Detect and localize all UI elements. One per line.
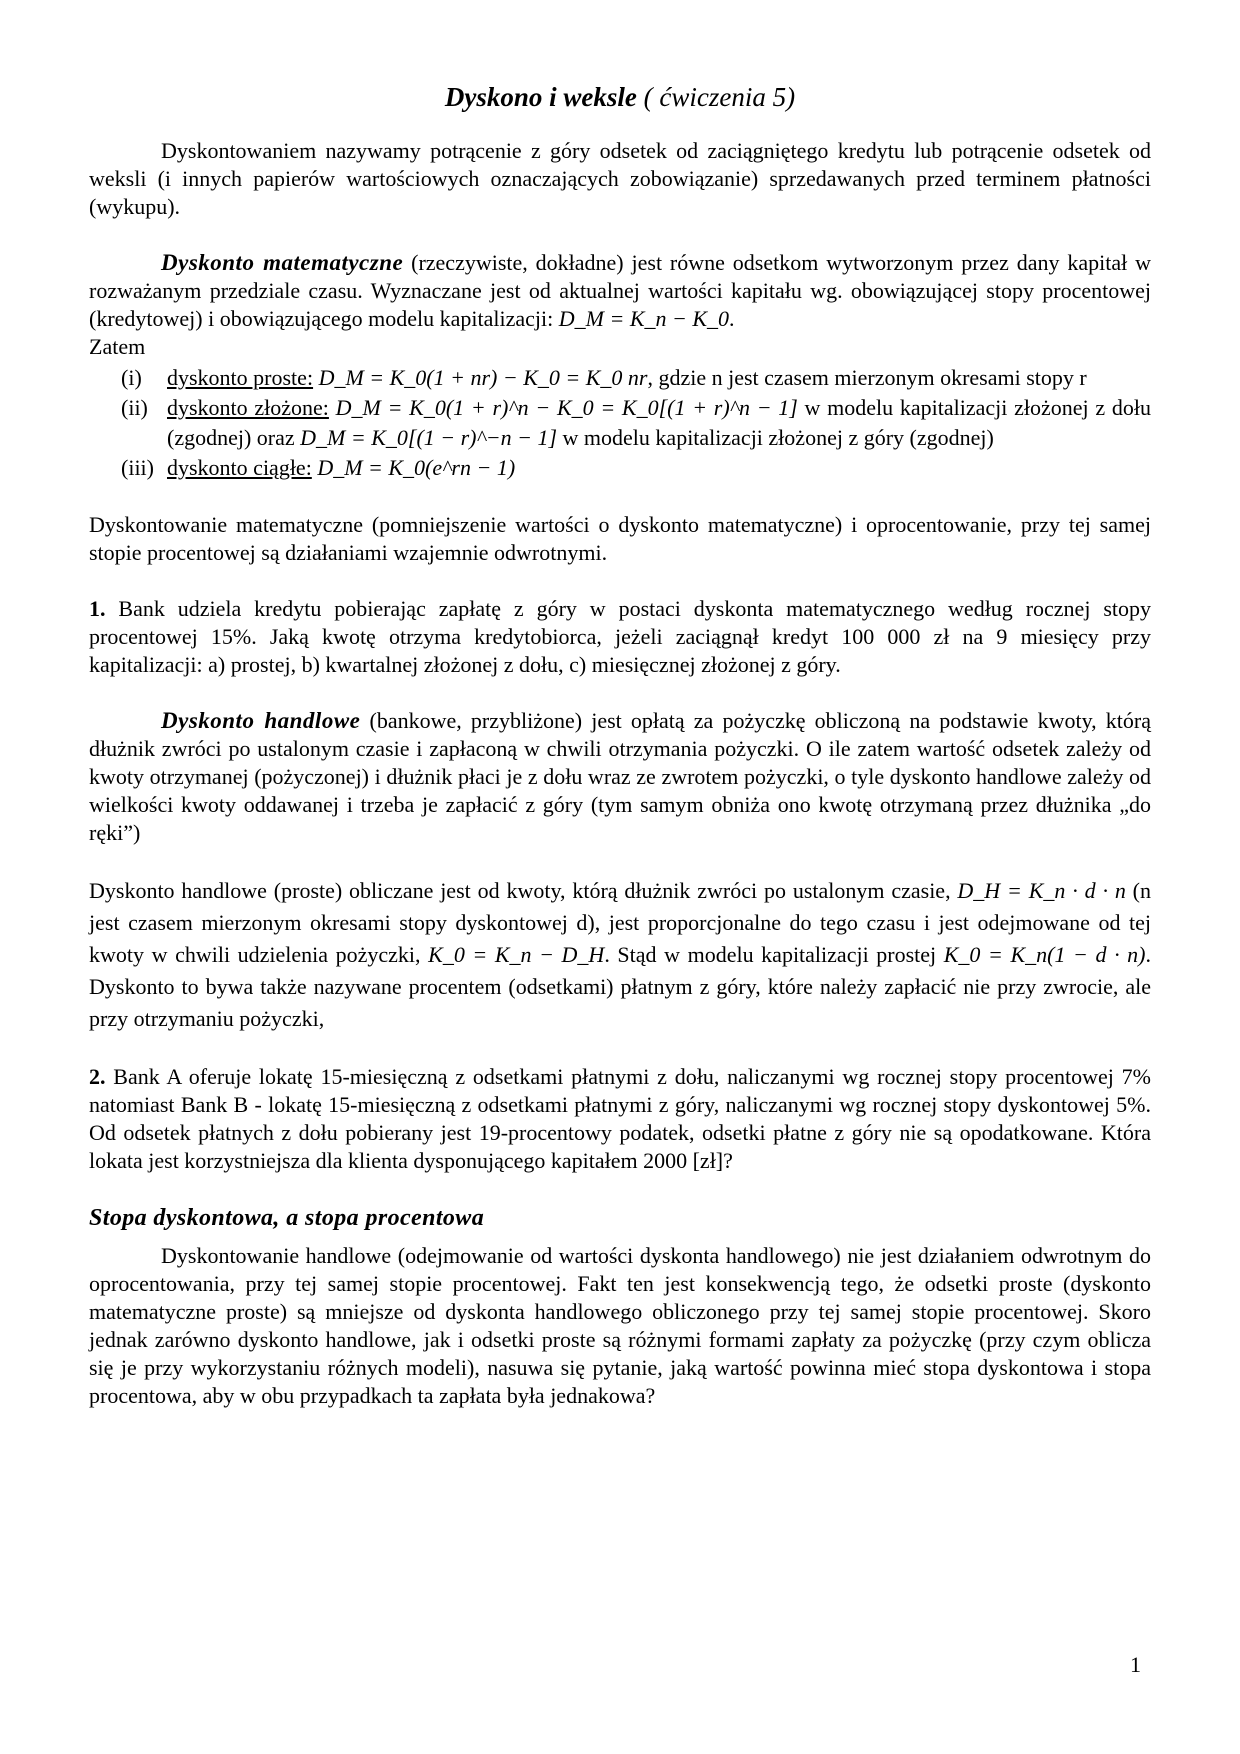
commercial-formula-1: D_H = K_n · d · n (957, 878, 1126, 903)
list-item-label: dyskonto złożone: (167, 395, 329, 420)
list-item-text: w modelu kapitalizacji złożonej z dołu (zgodnej) oraz (167, 395, 1151, 450)
inverse-note-paragraph: Dyskontowanie matematyczne (pomniejszenie wartości o dyskonto matematyczne) i oprocentowanie, przy tej samej stopie procentowej są działaniami wzajemnie odwrotnymi. (89, 512, 1151, 565)
list-item-number: (iii) (121, 455, 154, 480)
intro-paragraph: Dyskontowaniem nazywamy potrącenie z góry odsetek od zaciągniętego kredytu lub potrącenie odsetek od weksli (i innych papierów wartościowych oznaczających zobowiązanie) sprzedawanych przed terminem płatności (wykupu). (89, 138, 1151, 219)
commercial-text-2: (n jest czasem mierzonym okresami stopy dyskontowej d), jest proporcjonalne do tego czasu i jest odejmowane od tej kwoty w chwili udzielenia pożyczki, (89, 878, 1152, 967)
list-item-text: , gdzie n jest czasem mierzonym okresami stopy r (647, 365, 1087, 390)
list-item (89, 363, 1151, 393)
list-item-formula-2: D_M = K_0[(1 − r)^−n − 1] (300, 425, 558, 450)
list-item-formula: D_M = K_0(e^rn − 1) (317, 455, 516, 480)
math-discount-text: (rzeczywiste, dokładne) jest równe odsetkom wytworzonym przez dany kapitał w rozważanym przedziale czasu. Wyznaczane jest od aktualnej wartości kapitału wg. obowiązującej stopy procentowej (kredytowej) i obowiązującego modelu kapitalizacji: (89, 250, 1151, 331)
discount-cases-list (89, 363, 1151, 483)
list-item-formula: D_M = K_0(1 + nr) − K_0 = K_0 nr (318, 365, 648, 390)
page-number: 1 (1130, 1652, 1141, 1677)
commercial-formula-3: K_0 = K_n(1 − d · n) (943, 942, 1146, 967)
list-item-label: dyskonto ciągłe: (167, 455, 312, 480)
list-item-number: (ii) (121, 395, 148, 420)
commercial-discount-paragraph (89, 707, 1151, 847)
zatem-label: Zatem (89, 334, 146, 359)
section-paragraph: Dyskontowanie handlowe (odejmowanie od wartości dyskonta handlowego) nie jest działaniem odwrotnym do oprocentowania, przy tej samej stopie procentowej. Fakt ten jest konsekwencją tego, że odsetki proste (dyskonto matematyczne proste) są mniejsze od dyskonta handlowego obliczonego przy tej samej stopie procentowej. Skoro jednak zarówno dyskonto handlowe, jak i odsetki proste są różnymi formami zapłaty za pożyczkę (przy czym oblicza się je przy wykorzystaniu różnych modeli), nasuwa się pytanie, jaką wartość powinna mieć stopa dyskontowa i stopa procentowa, aby w obu przypadkach ta zapłata była jednakowa? (89, 1243, 1151, 1408)
commercial-text-4: . Dyskonto to bywa także nazywane procentem (odsetkami) płatnym z góry, które należy zapłacić nie przy zwrocie, ale przy otrzymaniu pożyczki, (89, 942, 1151, 1031)
task-1-paragraph (89, 595, 1151, 679)
task-2-paragraph (89, 1063, 1151, 1175)
commercial-formula-2: K_0 = K_n − D_H (428, 942, 605, 967)
list-item-number: (i) (121, 365, 142, 390)
task-2-number: 2. (89, 1064, 106, 1089)
list-item (89, 393, 1151, 453)
math-discount-paragraph (89, 249, 1151, 333)
commercial-discount-term: Dyskonto handlowe (161, 708, 361, 733)
commercial-discount-text: (bankowe, przybliżone) jest opłatą za pożyczkę obliczoną na podstawie kwoty, którą dłużnik zwróci po ustalonym czasie i zapłaconą w chwili otrzymania pożyczki. O ile zatem wartość odsetek zależy od kwoty otrzymanej (pożyczonej) i dłużnik płaci je z dołu wraz ze zwrotem pożyczki, o tyle dyskonto handlowe zależy od wielkości kwoty oddawanej i trzeba je zapłacić z góry (tym samym obniża ono kwotę otrzymaną przez dłużnika „do ręki”) (89, 708, 1151, 845)
task-1-text: Bank udziela kredytu pobierając zapłatę z góry w postaci dyskonta matematycznego według rocznej stopy procentowej 15%. Jaką kwotę otrzyma kredytobiorca, jeżeli zaciągnął kredyt 100 000 zł na 9 miesięcy przy kapitalizacji: a) prostej, b) kwartalnej złożonej z dołu, c) miesięcznej złożonej z góry. (89, 596, 1151, 677)
title-main: Dyskono i weksle (444, 82, 637, 112)
math-discount-formula: D_M = K_n − K_0 (558, 306, 730, 331)
math-discount-end: . (729, 306, 735, 331)
list-item (89, 453, 1151, 483)
list-item-formula: D_M = K_0(1 + r)^n − K_0 = K_0[(1 + r)^n − 1] (335, 395, 798, 420)
list-item-label: dyskonto proste: (167, 365, 314, 390)
task-2-text: Bank A oferuje lokatę 15-miesięczną z odsetkami płatnymi z dołu, naliczanymi wg rocznej stopy procentowej 7% natomiast Bank B - lokatę 15-miesięczną z odsetkami płatnymi z góry, naliczanymi wg rocznej stopy dyskontowej 5%. Od odsetek płatnych z dołu pobierany jest 19-procentowy podatek, odsetki płatne z góry nie są opodatkowane. Która lokata jest korzystniejsza dla klienta dysponującego kapitałem 2000 [zł]? (89, 1064, 1151, 1173)
title-sub: ( ćwiczenia 5) (643, 82, 796, 112)
section-heading: Stopa dyskontowa, a stopa procentowa (89, 1205, 485, 1231)
document-page (89, 82, 1151, 1410)
math-discount-term: Dyskonto matematyczne (161, 250, 404, 275)
commercial-text-3: . Stąd w modelu kapitalizacji prostej (604, 942, 944, 967)
list-item-text-2: w modelu kapitalizacji złożonej z góry (zgodnej) (557, 425, 994, 450)
commercial-text-1: Dyskonto handlowe (proste) obliczane jest od kwoty, którą dłużnik zwróci po ustalonym czasie, (89, 878, 958, 903)
task-1-number: 1. (89, 596, 106, 621)
commercial-formula-paragraph (89, 875, 1151, 1035)
page-title (89, 82, 1151, 113)
